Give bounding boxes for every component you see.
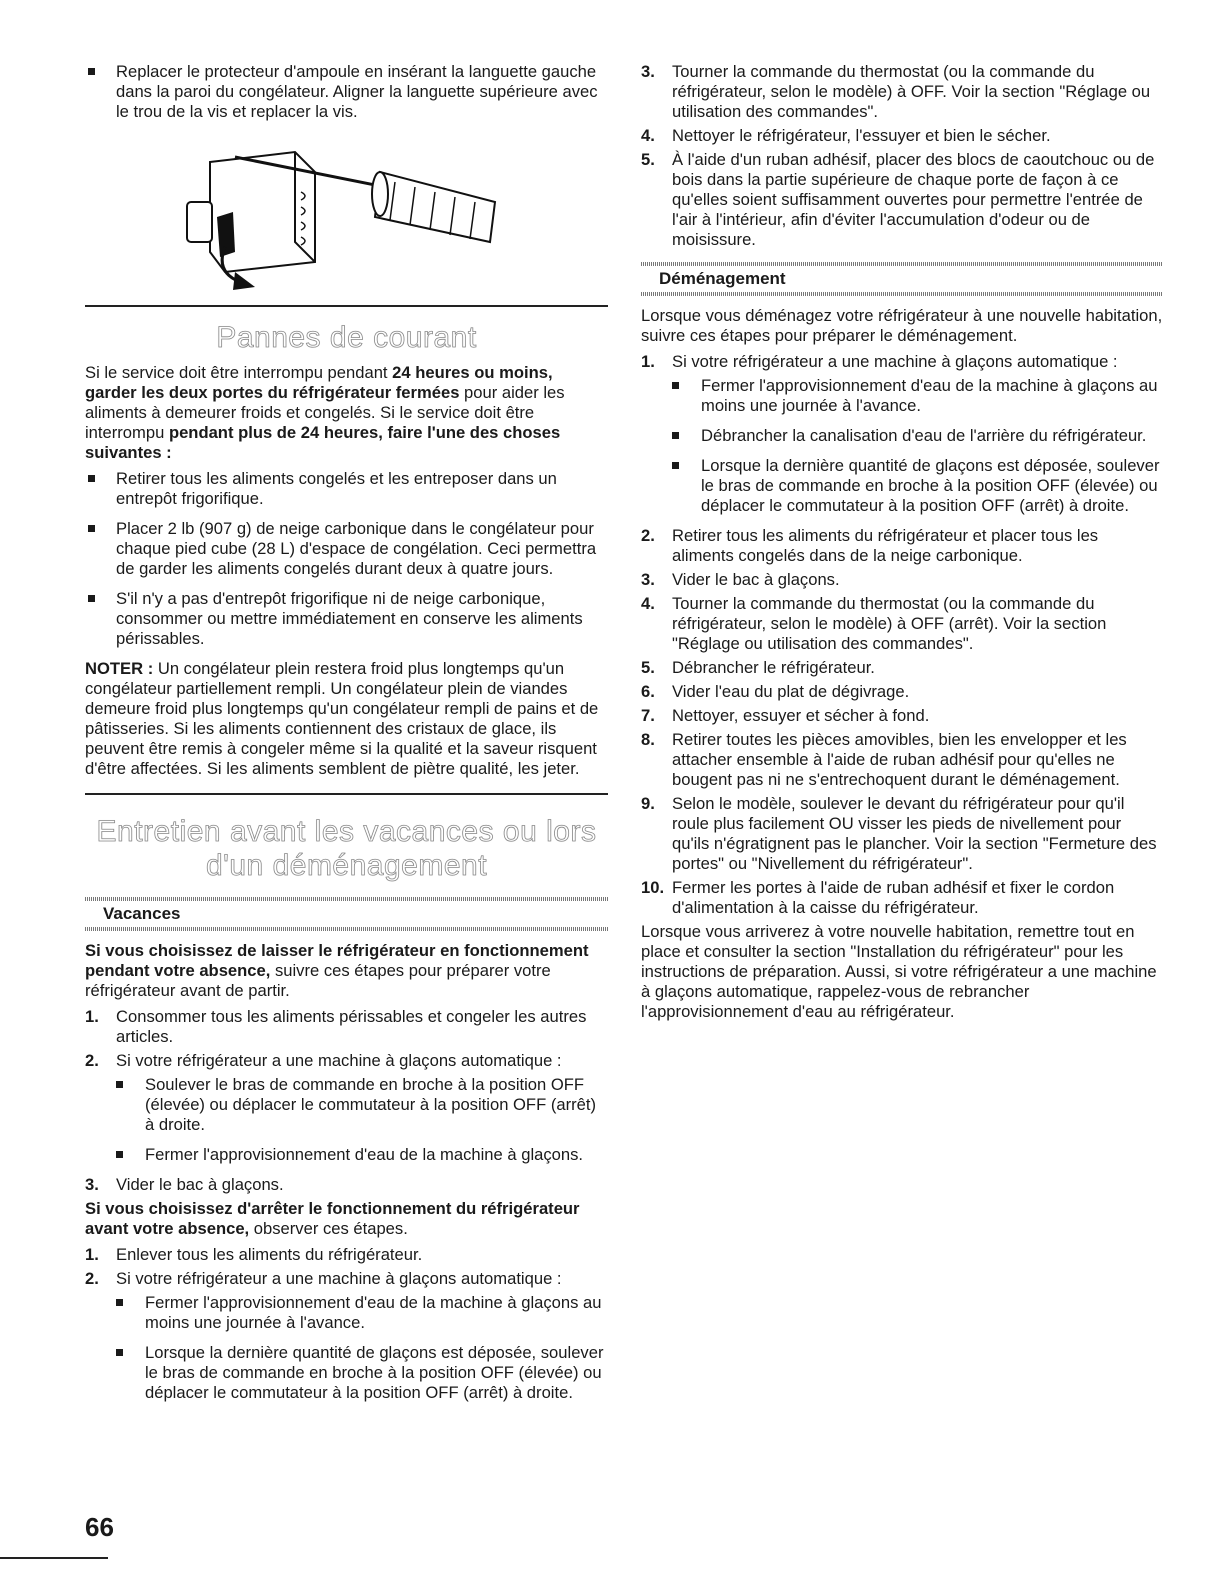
step-text: Nettoyer, essuyer et sécher à fond. xyxy=(672,706,930,725)
sub-list xyxy=(85,1075,608,1165)
step-item xyxy=(641,706,1163,726)
step-item xyxy=(641,150,1163,250)
pannes-title: Pannes de courant xyxy=(216,321,477,354)
step-item xyxy=(641,526,1163,566)
step-number: 1. xyxy=(641,352,655,371)
step-text: À l'aide d'un ruban adhésif, placer des blocs de caoutchouc ou de bois dans la partie supérieure de chaque porte de façon à ce qu'elles soient suffisamment ouvertes pour permettre l'entrée de l'air à l'intérieur, afin d'éviter l'accumulation d'odeur ou de moisissure. xyxy=(672,150,1155,249)
step-item xyxy=(641,682,1163,702)
heading-hatch xyxy=(85,927,608,931)
pannes-intro-b: 24 heures ou moins, garder les deux portes du réfrigérateur fermées xyxy=(85,363,553,402)
step-text: Vider le bac à glaçons. xyxy=(116,1175,284,1194)
step-text: Vider le bac à glaçons. xyxy=(672,570,840,589)
heading-hatch xyxy=(641,292,1163,296)
step-text: Si votre réfrigérateur a une machine à glaçons automatique : xyxy=(116,1051,562,1070)
vacances-case2 xyxy=(85,1199,608,1239)
vacances-heading: Vacances xyxy=(103,904,181,923)
vacances-steps-continued xyxy=(641,62,1163,250)
list-item: S'il n'y a pas d'entrepôt frigorifique ni de neige carbonique, consommer ou mettre immédiatement en conserve les aliments périssables. xyxy=(85,589,608,649)
section-divider xyxy=(85,305,608,307)
sub-item: Fermer l'approvisionnement d'eau de la machine à glaçons. xyxy=(85,1145,608,1165)
step-number: 10. xyxy=(641,878,665,897)
step-item xyxy=(641,594,1163,654)
step-number: 1. xyxy=(85,1245,99,1264)
step-text: Si votre réfrigérateur a une machine à glaçons automatique : xyxy=(672,352,1118,371)
step-number: 2. xyxy=(85,1269,99,1288)
step-text: Nettoyer le réfrigérateur, l'essuyer et bien le sécher. xyxy=(672,126,1051,145)
step-text: Consommer tous les aliments périssables et congeler les autres articles. xyxy=(116,1007,587,1046)
step-number: 5. xyxy=(641,150,655,169)
demenagement-heading: Déménagement xyxy=(659,269,786,288)
step-item xyxy=(641,730,1163,790)
case2-rest: observer ces étapes. xyxy=(249,1219,408,1238)
step-number: 2. xyxy=(85,1051,99,1070)
step-text: Vider l'eau du plat de dégivrage. xyxy=(672,682,910,701)
step-number: 4. xyxy=(641,126,655,145)
bulb-cover-illustration xyxy=(175,132,608,297)
sub-item: Débrancher la canalisation d'eau de l'arrière du réfrigérateur. xyxy=(641,426,1163,446)
step-text: Retirer tous les aliments du réfrigérateur et placer tous les aliments congelés dans de la neige carbonique. xyxy=(672,526,1099,565)
entretien-title-line1: Entretien avant les vacances ou lors xyxy=(96,815,597,848)
step-item xyxy=(641,126,1163,146)
step-item xyxy=(641,658,1163,678)
step-text: Si votre réfrigérateur a une machine à glaçons automatique : xyxy=(116,1269,562,1288)
note-text: Un congélateur plein restera froid plus longtemps qu'un congélateur partiellement rempli. Un congélateur plein de viandes demeure froid plus longtemps qu'un congélateur rempli de pains et de pâtisseries. Si les aliments contiennent des cristaux de glace, ils peuvent être remis à congeler même si la qualité et la saveur risquent d'être affectées. Si les aliments semblent de piètre qualité, les jeter. xyxy=(85,659,599,778)
step-number: 3. xyxy=(641,570,655,589)
step-number: 1. xyxy=(85,1007,99,1026)
vacances-case1 xyxy=(85,941,608,1001)
sub-item: Lorsque la dernière quantité de glaçons est déposée, soulever le bras de commande en broche à la position OFF (élevée) ou déplacer le commutateur à la position OFF (arrêt) à droite. xyxy=(85,1343,608,1403)
pannes-intro-c: pour aider les aliments à demeurer froids et congelés. Si le service doit être interrompu xyxy=(85,383,565,442)
step-number: 2. xyxy=(641,526,655,545)
step-text: Tourner la commande du thermostat (ou la commande du réfrigérateur, selon le modèle) à OFF (arrêt). Voir la section "Réglage ou utilisation des commandes". xyxy=(672,594,1107,653)
intro-list xyxy=(85,62,608,122)
step-number: 9. xyxy=(641,794,655,813)
pannes-intro xyxy=(85,363,608,463)
sub-item: Lorsque la dernière quantité de glaçons est déposée, soulever le bras de commande en broche à la position OFF (élevée) ou déplacer le commutateur à la position OFF (arrêt) à droite. xyxy=(641,456,1163,516)
step-text: Selon le modèle, soulever le devant du réfrigérateur pour qu'il roule plus facilement OU visser les pieds de nivellement pour qu'ils n'égratignent pas le plancher. Voir la section "Fermeture des portes" ou "Nivellement du réfrigérateur". xyxy=(672,794,1157,873)
step-item xyxy=(85,1245,608,1265)
case1-rest: suivre ces étapes pour préparer votre réfrigérateur avant de partir. xyxy=(85,961,551,1000)
step-item xyxy=(85,1007,608,1047)
pannes-intro-d: pendant plus de 24 heures, faire l'une des choses suivantes : xyxy=(85,423,561,462)
sub-list xyxy=(641,376,1163,516)
right-column xyxy=(641,62,1163,1028)
note-label: NOTER : xyxy=(85,659,154,678)
intro-bullet: Replacer le protecteur d'ampoule en insérant la languette gauche dans la paroi du congélateur. Aligner la languette supérieure avec le trou de la vis et replacer la vis. xyxy=(85,62,608,122)
step-text: Enlever tous les aliments du réfrigérateur. xyxy=(116,1245,423,1264)
left-column xyxy=(85,62,608,1413)
vacances-steps-2 xyxy=(85,1245,608,1403)
step-item xyxy=(85,1175,608,1195)
step-item xyxy=(641,352,1163,516)
step-number: 3. xyxy=(85,1175,99,1194)
demenagement-steps xyxy=(641,352,1163,918)
list-item: Placer 2 lb (907 g) de neige carbonique dans le congélateur pour chaque pied cube (28 L) d'espace de congélation. Ceci permettra de garder les aliments congelés durant deux à quatre jours. xyxy=(85,519,608,579)
pannes-intro-a: Si le service doit être interrompu pendant xyxy=(85,363,393,382)
footer-rule xyxy=(0,1557,108,1559)
step-number: 7. xyxy=(641,706,655,725)
demenagement-intro: Lorsque vous déménagez votre réfrigérateur à une nouvelle habitation, suivre ces étapes pour préparer le déménagement. xyxy=(641,306,1163,345)
pannes-list xyxy=(85,469,608,649)
section-divider xyxy=(85,793,608,795)
step-item xyxy=(85,1051,608,1165)
step-item xyxy=(641,570,1163,590)
entretien-title-line2: d'un déménagement xyxy=(205,849,488,882)
step-number: 4. xyxy=(641,594,655,613)
sub-item: Fermer l'approvisionnement d'eau de la machine à glaçons au moins une journée à l'avance. xyxy=(641,376,1163,416)
step-item xyxy=(85,1269,608,1403)
step-number: 3. xyxy=(641,62,655,81)
step-text: Tourner la commande du thermostat (ou la commande du réfrigérateur, selon le modèle) à OFF. Voir la section "Réglage ou utilisation des commandes". xyxy=(672,62,1151,121)
step-number: 5. xyxy=(641,658,655,677)
step-text: Débrancher le réfrigérateur. xyxy=(672,658,875,677)
list-item: Retirer tous les aliments congelés et les entreposer dans un entrepôt frigorifique. xyxy=(85,469,608,509)
page-number: 66 xyxy=(85,1512,114,1542)
sub-item: Soulever le bras de commande en broche à la position OFF (élevée) ou déplacer le commutateur à la position OFF (arrêt) à droite. xyxy=(85,1075,608,1135)
note-paragraph xyxy=(85,659,608,779)
step-text: Retirer toutes les pièces amovibles, bien les envelopper et les attacher ensemble à l'aide de ruban adhésif pour qu'elles ne bougent pas ni ne s'entrechoquent durant le déménagement. xyxy=(672,730,1127,789)
step-text: Fermer les portes à l'aide de ruban adhésif et fixer le cordon d'alimentation à la caisse du réfrigérateur. xyxy=(672,878,1115,917)
sub-list xyxy=(85,1293,608,1403)
demenagement-closing: Lorsque vous arriverez à votre nouvelle habitation, remettre tout en place et consulter la section "Installation du réfrigérateur" pour les instructions de préparation. Aussi, si votre réfrigérateur a une machine à glaçons automatique, rappelez-vous de rebrancher l'approvisionnement d'eau au réfrigérateur. xyxy=(641,922,1157,1021)
step-item xyxy=(641,794,1163,874)
sub-item: Fermer l'approvisionnement d'eau de la machine à glaçons au moins une journée à l'avance. xyxy=(85,1293,608,1333)
case2-bold: Si vous choisissez d'arrêter le fonctionnement du réfrigérateur avant votre absence, xyxy=(85,1199,580,1238)
step-item xyxy=(641,62,1163,122)
step-number: 6. xyxy=(641,682,655,701)
screwdriver-illustration-icon xyxy=(175,132,505,292)
step-number: 8. xyxy=(641,730,655,749)
step-item xyxy=(641,878,1163,918)
case1-bold: Si vous choisissez de laisser le réfrigérateur en fonctionnement pendant votre absence, xyxy=(85,941,589,980)
vacances-steps-1 xyxy=(85,1007,608,1195)
